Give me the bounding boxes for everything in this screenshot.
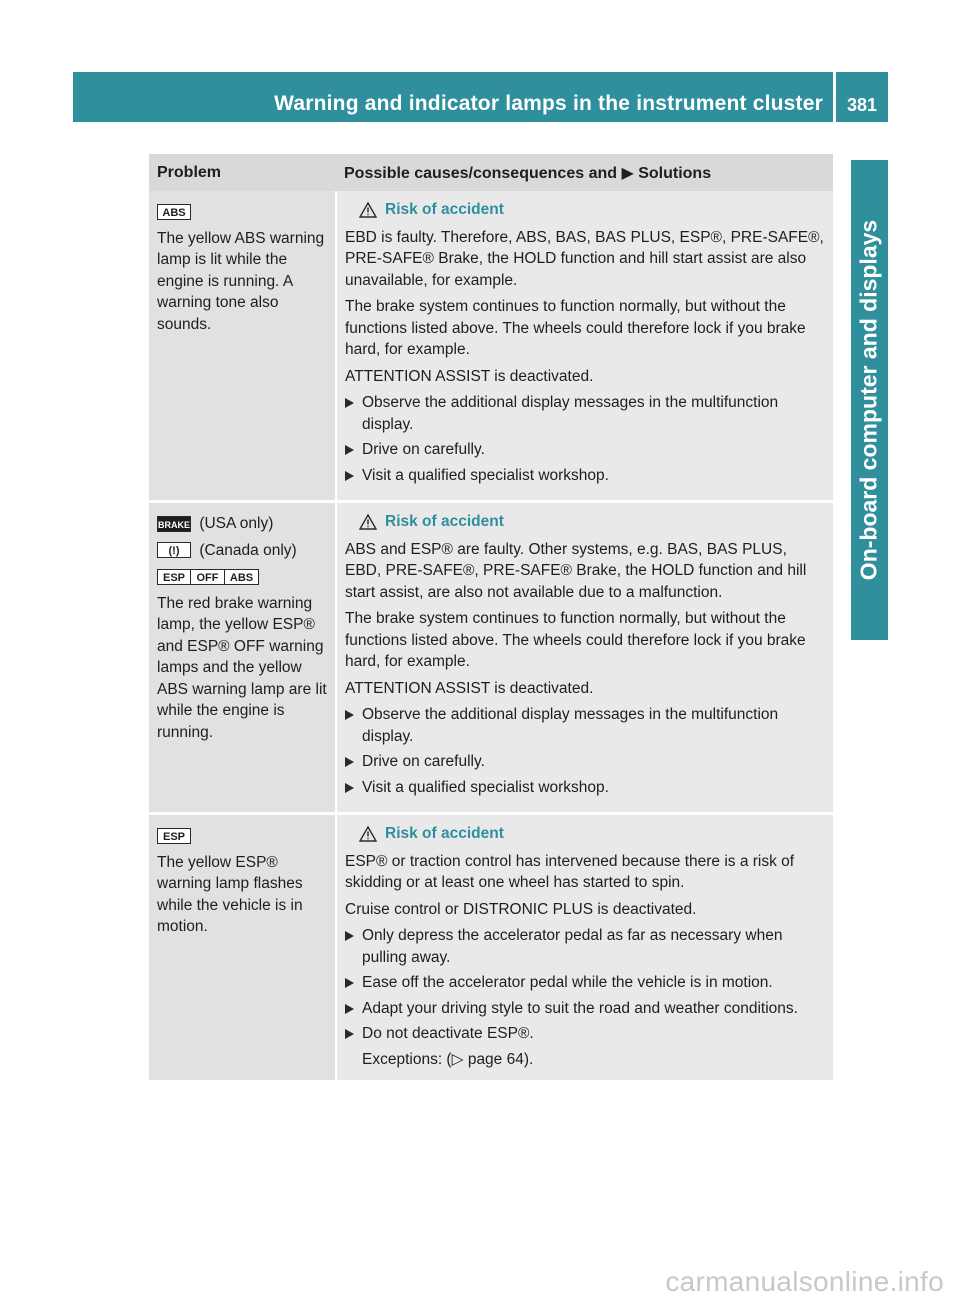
solution-step bbox=[345, 704, 826, 747]
step-text: Observe the additional display messages in the multifunction display. bbox=[362, 706, 779, 745]
arrow-right-icon bbox=[345, 783, 354, 793]
warning-triangle-icon bbox=[359, 202, 377, 218]
step-text: Only depress the accelerator pedal as far as necessary when pulling away. bbox=[362, 927, 783, 966]
problem-text: The yellow ABS warning lamp is lit while the engine is running. A warning tone also sounds. bbox=[157, 229, 325, 333]
watermark: carmanualsonline.info bbox=[665, 1266, 944, 1297]
lamp-symbols bbox=[157, 513, 328, 535]
side-tab-label: On-board computer and displays bbox=[855, 219, 882, 581]
step-text: Visit a qualified specialist workshop. bbox=[362, 466, 609, 484]
lamp-note: (USA only) bbox=[199, 515, 274, 532]
solution-cell bbox=[336, 814, 833, 1081]
cause-text: ABS and ESP® are faulty. Other systems, e.g. BAS, BAS PLUS, EBD, PRE-SAFE®, PRE-SAFE® Brake, the HOLD function and hill start assist, are also not available due to a malfunction. bbox=[345, 540, 807, 601]
risk-warning bbox=[345, 823, 826, 845]
abs-lamp-icon: ABS bbox=[225, 569, 259, 585]
problem-text: The red brake warning lamp, the yellow ESP® and ESP® OFF warning lamps and the yellow ABS warning lamp are lit while the engine is running. bbox=[157, 594, 327, 741]
solution-step bbox=[345, 392, 826, 435]
problem-cell bbox=[149, 502, 336, 814]
solution-step bbox=[345, 751, 826, 773]
esp-off-lamp-icon: OFF bbox=[191, 569, 225, 585]
step-text: Do not deactivate ESP®. bbox=[362, 1025, 534, 1042]
arrow-right-icon bbox=[345, 1029, 354, 1039]
step-text: Drive on carefully. bbox=[362, 441, 485, 458]
arrow-right-icon bbox=[345, 445, 354, 455]
page-reference[interactable]: Exceptions: (▷ page 64). bbox=[362, 1050, 534, 1068]
problem-text: The yellow ESP® warning lamp flashes while the vehicle is in motion. bbox=[157, 853, 303, 935]
step-text: Adapt your driving style to suit the road and weather conditions. bbox=[362, 999, 798, 1017]
risk-warning bbox=[345, 199, 826, 221]
cause-text: The brake system continues to function normally, but without the functions listed above. The wheels could therefore lock if you brake hard, for example. bbox=[345, 298, 806, 358]
page-header bbox=[73, 72, 888, 122]
arrow-right-icon bbox=[345, 978, 354, 988]
solution-cell bbox=[336, 191, 833, 502]
lamp-symbols bbox=[157, 201, 328, 223]
abs-lamp-icon: ABS bbox=[157, 204, 191, 220]
cause-text: ATTENTION ASSIST is deactivated. bbox=[345, 367, 594, 385]
warning-triangle-icon bbox=[359, 514, 377, 530]
lamp-table bbox=[149, 154, 833, 1080]
cause-text: ATTENTION ASSIST is deactivated. bbox=[345, 679, 594, 697]
solution-step bbox=[345, 777, 826, 799]
risk-label: Risk of accident bbox=[385, 825, 504, 842]
lamp-symbols bbox=[157, 566, 328, 588]
arrow-right-icon bbox=[345, 398, 354, 408]
esp-lamp-icon: ESP bbox=[157, 828, 191, 844]
risk-label: Risk of accident bbox=[385, 513, 504, 530]
table-row bbox=[149, 814, 833, 1081]
arrow-right-icon bbox=[345, 471, 354, 481]
risk-warning bbox=[345, 511, 826, 533]
column-header-solutions: Possible causes/consequences and ▶ Solutions bbox=[336, 154, 833, 191]
solution-step bbox=[345, 439, 826, 461]
solution-step bbox=[345, 972, 826, 994]
column-header-problem: Problem bbox=[149, 154, 336, 191]
brake-lamp-icon: BRAKE bbox=[157, 516, 191, 532]
solution-step bbox=[345, 925, 826, 968]
arrow-right-icon bbox=[345, 757, 354, 767]
brake-circle-lamp-icon: (!) bbox=[157, 542, 191, 558]
problem-cell bbox=[149, 814, 336, 1081]
solution-step bbox=[345, 998, 826, 1020]
solution-step bbox=[345, 1023, 826, 1045]
arrow-right-icon bbox=[345, 1004, 354, 1014]
step-text: Drive on carefully. bbox=[362, 753, 485, 770]
cause-text: Cruise control or DISTRONIC PLUS is deactivated. bbox=[345, 900, 697, 918]
step-text: Ease off the accelerator pedal while the vehicle is in motion. bbox=[362, 974, 773, 991]
risk-label: Risk of accident bbox=[385, 201, 504, 218]
cause-text: The brake system continues to function normally, but without the functions listed above. The wheels could therefore lock if you brake hard, for example. bbox=[345, 610, 806, 670]
lamp-symbols bbox=[157, 540, 328, 562]
lamp-symbols bbox=[157, 825, 328, 847]
esp-lamp-icon: ESP bbox=[157, 569, 191, 585]
section-title: Warning and indicator lamps in the instrument cluster bbox=[274, 92, 823, 115]
step-text: Visit a qualified specialist workshop. bbox=[362, 778, 609, 796]
table-row bbox=[149, 191, 833, 502]
arrow-right-icon bbox=[345, 931, 354, 941]
cause-text: ESP® or traction control has intervened because there is a risk of skidding or at least one wheel has started to spin. bbox=[345, 852, 795, 891]
problem-cell bbox=[149, 191, 336, 502]
solution-cell bbox=[336, 502, 833, 814]
solution-step bbox=[345, 465, 826, 487]
lamp-note: (Canada only) bbox=[199, 541, 297, 559]
warning-triangle-icon bbox=[359, 826, 377, 842]
table-row bbox=[149, 502, 833, 814]
table-header-row bbox=[149, 154, 833, 191]
page-number: 381 bbox=[846, 95, 878, 115]
cause-text: EBD is faulty. Therefore, ABS, BAS, BAS PLUS, ESP®, PRE-SAFE®, PRE-SAFE® Brake, the HOLD function and hill start assist are also unavailable, for example. bbox=[345, 228, 824, 289]
arrow-right-icon bbox=[345, 710, 354, 720]
step-text: Observe the additional display messages in the multifunction display. bbox=[362, 394, 779, 433]
